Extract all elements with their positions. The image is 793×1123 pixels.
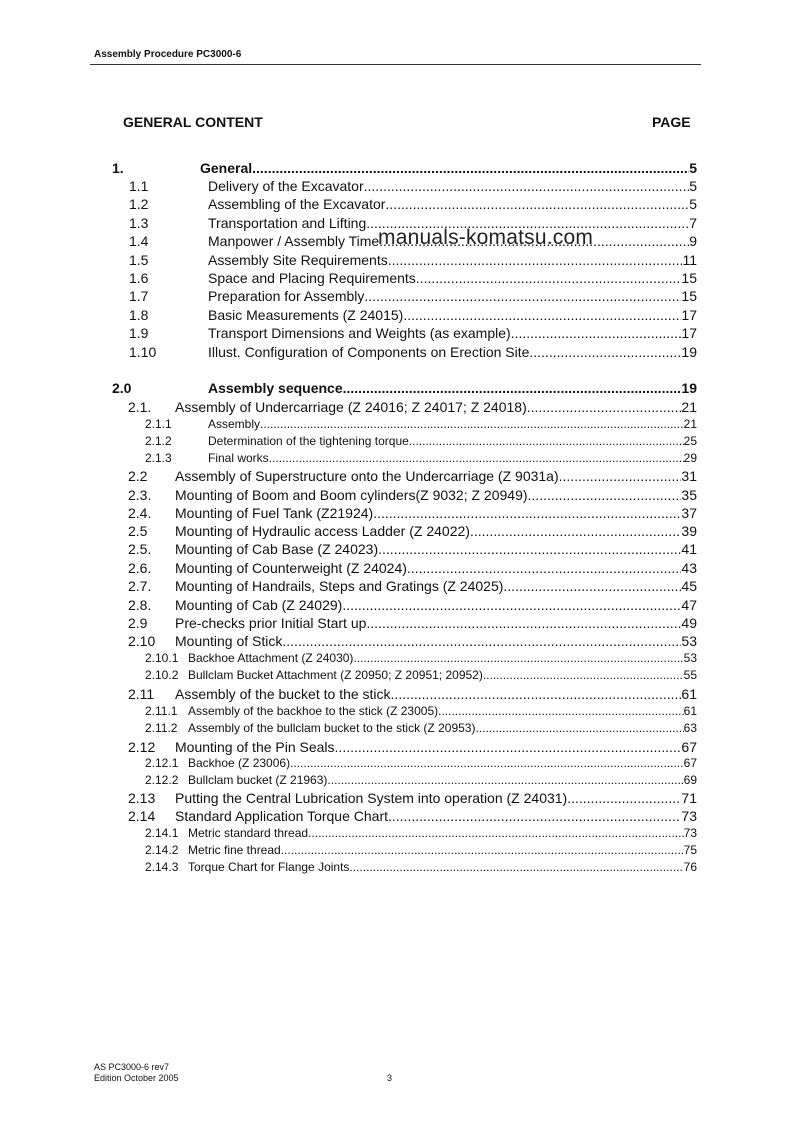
toc-entry-number: 2.13: [128, 790, 156, 806]
toc-entry-leader: [281, 843, 684, 858]
toc-entry-page: 15: [681, 288, 697, 304]
toc-entry-title: Bullclam Bucket Attachment (Z 20950; Z 20951; 20952): [188, 668, 483, 682]
toc-entry-number: 2.12.1: [145, 756, 179, 770]
toc-entry-number: 2.10.1: [145, 651, 179, 665]
toc-entry-number: 2.9: [128, 615, 148, 631]
toc-entry[interactable]: [0, 252, 793, 269]
toc-entry[interactable]: [0, 843, 793, 858]
toc-entry[interactable]: [0, 704, 793, 719]
header-rule: [90, 64, 701, 65]
toc-entry-page: 53: [681, 633, 697, 649]
toc-entry-number: 1.6: [129, 270, 149, 286]
toc-entry-number: 2.3.: [128, 487, 152, 503]
toc-entry-title: Assembly of Superstructure onto the Undercarriage (Z 9031a): [175, 468, 559, 484]
toc-entry-number: 2.11.1: [145, 704, 178, 718]
toc-entry[interactable]: [0, 721, 793, 736]
toc-entry-page: 19: [681, 344, 697, 360]
toc-entry-leader: [373, 505, 681, 522]
toc-entry-leader: [308, 826, 684, 841]
toc-entry-title: Transportation and Lifting: [208, 215, 367, 231]
toc-entry-title: Final works: [208, 451, 269, 465]
toc-entry-leader: [335, 739, 682, 756]
toc-entry-leader: [567, 790, 681, 807]
toc-entry-number: 2.2: [128, 468, 148, 484]
toc-entry-number: 2.4.: [128, 505, 152, 521]
toc-entry[interactable]: [0, 399, 793, 416]
toc-entry[interactable]: [0, 790, 793, 807]
toc-entry-title: Mounting of Cab (Z 24029): [175, 597, 343, 613]
toc-entry-title: Assembly of the bullclam bucket to the stick (Z 20953): [188, 721, 476, 735]
toc-entry[interactable]: [0, 178, 793, 195]
toc-entry-page: 69: [683, 773, 697, 787]
toc-entry-title: Basic Measurements (Z 24015): [208, 307, 404, 323]
toc-entry[interactable]: [0, 196, 793, 213]
toc-entry[interactable]: [0, 434, 793, 449]
toc-entry-page: 5: [689, 178, 697, 194]
toc-entry-leader: [475, 721, 683, 736]
toc-entry-title: Backhoe Attachment (Z 24030): [188, 651, 354, 665]
toc-entry[interactable]: [0, 417, 793, 432]
toc-entry-page: 39: [681, 523, 697, 539]
toc-entry-leader: [409, 434, 684, 449]
toc-entry-number: 1.: [112, 160, 124, 176]
toc-entry-page: 25: [683, 434, 697, 448]
toc-entry-leader: [528, 487, 682, 504]
toc-entry-title: Assembly of the backhoe to the stick (Z 23005): [188, 704, 439, 718]
footer-edition: Edition October 2005: [94, 1073, 179, 1083]
toc-entry-page: 71: [681, 790, 697, 806]
toc-entry-number: 1.1: [129, 178, 149, 194]
toc-entry-leader: [364, 178, 690, 195]
toc-entry-title: Transport Dimensions and Weights (as example): [208, 325, 511, 341]
toc-entry-title: Mounting of the Pin Seals: [175, 739, 335, 755]
toc-entry-page: 35: [681, 487, 697, 503]
toc-entry[interactable]: [0, 756, 793, 771]
toc-entry-title: Assembling of the Excavator: [208, 196, 386, 212]
toc-entry-title: Metric fine thread: [188, 843, 281, 857]
toc-entry-page: 17: [681, 325, 697, 341]
toc-entry[interactable]: [0, 651, 793, 666]
toc-entry-page: 61: [683, 704, 697, 718]
toc-entry-title: Mounting of Hydraulic access Ladder (Z 24022): [175, 523, 470, 539]
toc-entry-leader: [416, 270, 682, 287]
toc-entry[interactable]: [0, 773, 793, 788]
toc-entry-title: Assembly: [208, 417, 261, 431]
toc-entry-leader: [269, 451, 684, 466]
toc-entry-title: Assembly of Undercarriage (Z 24016; Z 24017; Z 24018): [175, 399, 527, 415]
toc-entry[interactable]: [0, 344, 793, 361]
toc-entry-title: Determination of the tightening torque: [208, 434, 409, 448]
toc-entry[interactable]: [0, 160, 793, 177]
toc-entry-title: Torque Chart for Flange Joints: [188, 860, 350, 874]
toc-entry[interactable]: [0, 541, 793, 558]
toc-entry-number: 1.10: [129, 344, 157, 360]
toc-entry-leader: [342, 597, 681, 614]
toc-entry-number: 2.1.: [128, 399, 152, 415]
toc-entry-page: 67: [681, 739, 697, 755]
toc-entry-page: 7: [689, 215, 697, 231]
watermark: manuals-komatsu.com: [378, 226, 594, 249]
toc-entry-number: 2.10: [128, 633, 156, 649]
toc-entry-number: 2.14.2: [145, 843, 179, 857]
toc-entry-number: 1.3: [129, 215, 149, 231]
toc-entry-page: 75: [683, 843, 697, 857]
toc-entry-page: 5: [689, 196, 697, 212]
running-header: Assembly Procedure PC3000-6: [94, 49, 242, 60]
toc-entry-title: Mounting of Stick: [175, 633, 283, 649]
toc-entry-page: 61: [681, 686, 697, 702]
toc-entry-number: 2.10.2: [145, 668, 179, 682]
toc-entry-leader: [503, 578, 681, 595]
toc-entry-number: 2.1.2: [145, 434, 172, 448]
toc-entry-leader: [403, 307, 681, 324]
toc-entry[interactable]: [0, 560, 793, 577]
toc-entry-page: 63: [683, 721, 697, 735]
toc-entry-leader: [343, 380, 682, 397]
toc-entry-number: 2.5: [128, 523, 148, 539]
toc-entry-page: 19: [681, 380, 697, 396]
toc-entry-page: 45: [681, 578, 697, 594]
toc-entry-title: Space and Placing Requirements: [208, 270, 416, 286]
toc-entry[interactable]: [0, 468, 793, 485]
toc-entry-leader: [388, 252, 683, 269]
toc-entry[interactable]: [0, 578, 793, 595]
toc-entry-leader: [407, 560, 682, 577]
toc-entry-number: 2.11.2: [145, 721, 178, 735]
toc-entry-page: 49: [681, 615, 697, 631]
toc-entry-leader: [511, 325, 682, 342]
toc-entry-page: 43: [681, 560, 697, 576]
toc-entry-leader: [282, 633, 681, 650]
toc-entry-page: 76: [683, 860, 697, 874]
toc-entry-title: Illust. Configuration of Components on Erection Site: [208, 344, 530, 360]
toc-entry-title: Mounting of Counterweight (Z 24024): [175, 560, 407, 576]
toc-entry-leader: [364, 288, 681, 305]
toc-entry-number: 2.6.: [128, 560, 152, 576]
toc-entry-page: 67: [683, 756, 697, 770]
toc-entry-number: 2.0: [112, 380, 132, 396]
toc-entry[interactable]: [0, 523, 793, 540]
toc-entry-page: 47: [681, 597, 697, 613]
toc-entry-number: 2.14.3: [145, 860, 179, 874]
toc-entry-page: 15: [681, 270, 697, 286]
toc-entry[interactable]: [0, 505, 793, 522]
toc-entry-number: 2.12.2: [145, 773, 179, 787]
toc-title: GENERAL CONTENT: [123, 114, 263, 130]
toc-entry-leader: [527, 399, 682, 416]
toc-entry[interactable]: [0, 615, 793, 632]
toc-entry[interactable]: [0, 270, 793, 287]
toc-entry-number: 2.14.1: [145, 826, 179, 840]
toc-entry-number: 2.1.1: [145, 417, 172, 431]
toc-entry-title: Mounting of Cab Base (Z 24023): [175, 541, 379, 557]
toc-entry[interactable]: [0, 633, 793, 650]
toc-entry-number: 1.5: [129, 252, 149, 268]
toc-entry-title: Pre-checks prior Initial Start up: [175, 615, 367, 631]
toc-entry-number: 2.14: [128, 808, 156, 824]
toc-entry-leader: [378, 541, 681, 558]
toc-entry-title: Standard Application Torque Chart: [175, 808, 388, 824]
toc-entry-title: Assembly of the bucket to the stick: [175, 686, 391, 702]
toc-entry-title: Metric standard thread: [188, 826, 309, 840]
toc-entry-leader: [470, 523, 681, 540]
toc-entry-number: 2.1.3: [145, 451, 172, 465]
toc-entry-leader: [327, 773, 683, 788]
toc-entry-leader: [252, 160, 689, 177]
toc-entry-page: 73: [683, 826, 697, 840]
toc-entry-title: Backhoe (Z 23006): [188, 756, 291, 770]
toc-entry-page: 5: [689, 160, 697, 176]
toc-entry[interactable]: [0, 597, 793, 614]
toc-entry[interactable]: [0, 860, 793, 875]
toc-entry-title: Mounting of Fuel Tank (Z21924): [175, 505, 374, 521]
toc-entry-leader: [483, 668, 684, 683]
toc-entry-leader: [260, 417, 684, 432]
toc-entry-leader: [391, 686, 682, 703]
footer-page-number: 3: [387, 1073, 393, 1083]
toc-entry-number: 2.11: [128, 686, 155, 702]
toc-entry-page: 11: [682, 252, 697, 268]
toc-entry-number: 2.7.: [128, 578, 152, 594]
toc-entry[interactable]: [0, 288, 793, 305]
toc-entry[interactable]: [0, 826, 793, 841]
toc-entry-leader: [388, 808, 681, 825]
footer-doc-id: AS PC3000-6 rev7: [94, 1062, 170, 1072]
toc-entry-page: 53: [683, 651, 697, 665]
toc-entry-title: Mounting of Handrails, Steps and Gratings (Z 24025): [175, 578, 504, 594]
toc-entry-page: 21: [681, 399, 697, 415]
toc-entry-leader: [349, 860, 683, 875]
toc-entry[interactable]: [0, 808, 793, 825]
toc-entry-page: 73: [681, 808, 697, 824]
toc-entry[interactable]: [0, 686, 793, 703]
toc-entry-leader: [385, 196, 689, 213]
toc-entry-title: Preparation for Assembly: [208, 288, 365, 304]
toc-entry-number: 1.2: [129, 196, 149, 212]
toc-entry[interactable]: [0, 307, 793, 324]
toc-entry-number: 2.8.: [128, 597, 152, 613]
toc-entry-number: 1.7: [129, 288, 149, 304]
toc-page-label: PAGE: [652, 114, 691, 130]
toc-entry[interactable]: [0, 739, 793, 756]
toc-entry-page: 37: [681, 505, 697, 521]
toc-entry-leader: [366, 615, 681, 632]
toc-entry-page: 17: [681, 307, 697, 323]
toc-entry[interactable]: [0, 487, 793, 504]
toc-entry-number: 1.9: [129, 325, 149, 341]
toc-entry-title: Manpower / Assembly Time: [208, 233, 380, 249]
toc-entry-leader: [529, 344, 681, 361]
toc-entry-page: 9: [689, 233, 697, 249]
toc-entry-page: 29: [683, 451, 697, 465]
toc-entry-number: 2.5.: [128, 541, 152, 557]
toc-entry-leader: [438, 704, 684, 719]
toc-entry-page: 55: [683, 668, 697, 682]
toc-entry-leader: [559, 468, 682, 485]
toc-entry[interactable]: [0, 451, 793, 466]
toc-entry[interactable]: [0, 325, 793, 342]
toc-entry-title: Assembly Site Requirements: [208, 252, 388, 268]
toc-entry-leader: [290, 756, 684, 771]
toc-entry-number: 2.12: [128, 739, 156, 755]
toc-entry-title: General: [200, 160, 253, 176]
toc-entry-leader: [353, 651, 683, 666]
toc-entry-title: Delivery of the Excavator: [208, 178, 364, 194]
toc-entry-page: 41: [681, 541, 697, 557]
toc-entry[interactable]: [0, 380, 793, 397]
toc-entry-title: Assembly sequence: [208, 380, 343, 396]
toc-entry-page: 31: [681, 468, 697, 484]
toc-entry-number: 1.4: [129, 233, 149, 249]
toc-entry-number: 1.8: [129, 307, 149, 323]
toc-entry[interactable]: [0, 668, 793, 683]
toc-entry-title: Putting the Central Lubrication System into operation (Z 24031): [175, 790, 568, 806]
toc-entry-page: 21: [683, 417, 697, 431]
footer-info: [94, 1062, 179, 1084]
toc-entry-title: Mounting of Boom and Boom cylinders(Z 9032; Z 20949): [175, 487, 528, 503]
toc-entry-title: Bullclam bucket (Z 21963): [188, 773, 328, 787]
